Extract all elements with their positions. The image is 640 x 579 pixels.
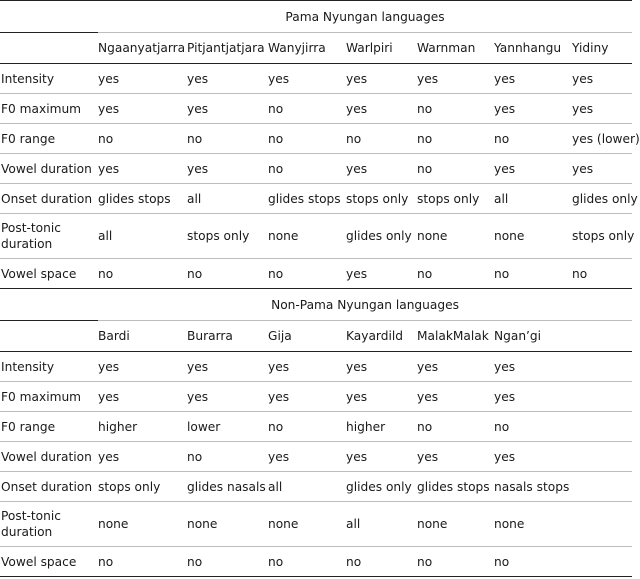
table-cell: yes bbox=[346, 64, 417, 94]
table-row bbox=[0, 94, 632, 124]
table-cell: yes bbox=[572, 154, 632, 184]
table-cell: yes bbox=[417, 382, 494, 412]
table-cell: yes bbox=[268, 352, 346, 382]
table-cell: none bbox=[494, 502, 572, 547]
table-cell: no bbox=[494, 124, 572, 154]
language-header-yidiny: Yidiny bbox=[572, 33, 632, 64]
table-cell: stops only bbox=[346, 184, 417, 214]
row-label-onset-duration: Onset duration bbox=[0, 184, 98, 214]
table-cell: yes bbox=[187, 352, 268, 382]
table-cell: yes bbox=[494, 382, 572, 412]
table-row bbox=[0, 214, 632, 259]
row-label-post-tonic-duration: Post-tonic duration bbox=[0, 502, 98, 547]
table-row bbox=[0, 502, 632, 547]
table-row bbox=[0, 412, 632, 442]
language-header-kayardild: Kayardild bbox=[346, 321, 417, 352]
row-label-f0-range: F0 range bbox=[0, 412, 98, 442]
table-cell: none bbox=[417, 502, 494, 547]
table-cell: yes bbox=[268, 64, 346, 94]
table-cell: no bbox=[268, 124, 346, 154]
table-cell: yes bbox=[187, 154, 268, 184]
empty-cell bbox=[0, 289, 98, 321]
table-cell: no bbox=[268, 412, 346, 442]
table-cell: none bbox=[187, 502, 268, 547]
row-label-onset-duration: Onset duration bbox=[0, 472, 98, 502]
row-label-vowel-duration: Vowel duration bbox=[0, 154, 98, 184]
table-cell: glides only bbox=[572, 184, 632, 214]
table-cell: no bbox=[417, 412, 494, 442]
table-cell: yes bbox=[494, 442, 572, 472]
table-cell: no bbox=[187, 259, 268, 289]
table-cell: no bbox=[187, 547, 268, 577]
table-cell: stops only bbox=[417, 184, 494, 214]
table-cell: none bbox=[98, 502, 187, 547]
table-cell: yes bbox=[346, 154, 417, 184]
table-cell: all bbox=[268, 472, 346, 502]
table-cell: no bbox=[494, 547, 572, 577]
table-cell: no bbox=[268, 154, 346, 184]
table-row bbox=[0, 259, 632, 289]
table-cell: no bbox=[494, 259, 572, 289]
table-cell: yes bbox=[494, 94, 572, 124]
table-cell: no bbox=[187, 124, 268, 154]
row-label-intensity: Intensity bbox=[0, 64, 98, 94]
empty-cell bbox=[572, 412, 632, 442]
language-header-malakmalak: MalakMalak bbox=[417, 321, 494, 352]
table-cell: no bbox=[417, 547, 494, 577]
table-cell: yes bbox=[494, 154, 572, 184]
pama-group-title-row bbox=[0, 1, 632, 33]
row-label-intensity: Intensity bbox=[0, 352, 98, 382]
table-cell: yes bbox=[572, 64, 632, 94]
row-label-f0-range: F0 range bbox=[0, 124, 98, 154]
table-cell: glides stops bbox=[268, 184, 346, 214]
empty-cell bbox=[572, 382, 632, 412]
table-cell: none bbox=[268, 214, 346, 259]
table-cell: no bbox=[417, 124, 494, 154]
table-cell: no bbox=[494, 412, 572, 442]
language-header-gija: Gija bbox=[268, 321, 346, 352]
table-cell: no bbox=[268, 547, 346, 577]
pama-group-title: Pama Nyungan languages bbox=[98, 1, 632, 33]
table-cell: yes bbox=[494, 64, 572, 94]
row-label-f0-maximum: F0 maximum bbox=[0, 94, 98, 124]
table-cell: no bbox=[572, 259, 632, 289]
language-header-warlpiri: Warlpiri bbox=[346, 33, 417, 64]
table-cell: yes bbox=[346, 442, 417, 472]
table-cell: none bbox=[494, 214, 572, 259]
table-cell: yes bbox=[494, 352, 572, 382]
table-cell: higher bbox=[346, 412, 417, 442]
nonpama-group-title: Non-Pama Nyungan languages bbox=[98, 289, 632, 321]
table-cell: none bbox=[417, 214, 494, 259]
table-row bbox=[0, 382, 632, 412]
table-cell: no bbox=[98, 124, 187, 154]
table-cell: yes bbox=[187, 382, 268, 412]
table-cell: no bbox=[187, 442, 268, 472]
table-cell: nasals stops bbox=[494, 472, 572, 502]
table-cell: glides stops bbox=[98, 184, 187, 214]
row-label-post-tonic-duration: Post-tonic duration bbox=[0, 214, 98, 259]
language-header-pitjantjatjara: Pitjantjatjara bbox=[187, 33, 268, 64]
language-header-wanyjirra: Wanyjirra bbox=[268, 33, 346, 64]
table-row bbox=[0, 547, 632, 577]
table-cell: stops only bbox=[98, 472, 187, 502]
table-cell: stops only bbox=[187, 214, 268, 259]
table-cell: yes bbox=[98, 382, 187, 412]
table-row bbox=[0, 472, 632, 502]
table-row bbox=[0, 154, 632, 184]
table-cell: yes bbox=[98, 352, 187, 382]
table-cell: glides only bbox=[346, 472, 417, 502]
nonpama-group-title-row bbox=[0, 289, 632, 321]
table-row bbox=[0, 184, 632, 214]
table-cell: all bbox=[187, 184, 268, 214]
table-cell: no bbox=[98, 547, 187, 577]
table-cell: no bbox=[417, 154, 494, 184]
table-cell: glides nasals bbox=[187, 472, 268, 502]
nonpama-language-header-row bbox=[0, 321, 632, 352]
table-cell: yes bbox=[98, 154, 187, 184]
table-row bbox=[0, 352, 632, 382]
empty-cell bbox=[572, 472, 632, 502]
table-cell: yes (lower) bbox=[572, 124, 632, 154]
table-cell: all bbox=[346, 502, 417, 547]
table-cell: lower bbox=[187, 412, 268, 442]
empty-cell bbox=[0, 33, 98, 64]
table-cell: yes bbox=[417, 64, 494, 94]
table-cell: no bbox=[417, 259, 494, 289]
table-cell: no bbox=[417, 94, 494, 124]
table-cell: yes bbox=[187, 64, 268, 94]
empty-cell bbox=[0, 321, 98, 352]
table-cell: stops only bbox=[572, 214, 632, 259]
table-row bbox=[0, 124, 632, 154]
empty-cell bbox=[572, 321, 632, 352]
row-label-vowel-duration: Vowel duration bbox=[0, 442, 98, 472]
row-label-vowel-space: Vowel space bbox=[0, 547, 98, 577]
row-label-vowel-space: Vowel space bbox=[0, 259, 98, 289]
table-cell: glides only bbox=[346, 214, 417, 259]
table-cell: no bbox=[98, 259, 187, 289]
table-cell: yes bbox=[98, 94, 187, 124]
empty-cell bbox=[572, 502, 632, 547]
language-header-ngaanyatjarra: Ngaanyatjarra bbox=[98, 33, 187, 64]
language-header-warnman: Warnman bbox=[417, 33, 494, 64]
table-row bbox=[0, 64, 632, 94]
language-header-bardi: Bardi bbox=[98, 321, 187, 352]
table-cell: all bbox=[494, 184, 572, 214]
table-cell: no bbox=[346, 547, 417, 577]
table-cell: no bbox=[346, 124, 417, 154]
table-cell: yes bbox=[346, 382, 417, 412]
table-cell: none bbox=[268, 502, 346, 547]
empty-cell bbox=[572, 442, 632, 472]
table-cell: yes bbox=[346, 259, 417, 289]
table-cell: yes bbox=[98, 442, 187, 472]
empty-cell bbox=[0, 1, 98, 33]
language-header-yannhangu: Yannhangu bbox=[494, 33, 572, 64]
empty-cell bbox=[572, 352, 632, 382]
table-cell: yes bbox=[572, 94, 632, 124]
table-cell: yes bbox=[346, 94, 417, 124]
table-cell: all bbox=[98, 214, 187, 259]
row-label-f0-maximum: F0 maximum bbox=[0, 382, 98, 412]
table-cell: no bbox=[268, 259, 346, 289]
table-cell: yes bbox=[268, 442, 346, 472]
table-row bbox=[0, 442, 632, 472]
table-cell: no bbox=[268, 94, 346, 124]
table-cell: yes bbox=[98, 64, 187, 94]
table-cell: yes bbox=[187, 94, 268, 124]
table-cell: glides stops bbox=[417, 472, 494, 502]
table-cell: yes bbox=[417, 352, 494, 382]
table-cell: yes bbox=[346, 352, 417, 382]
table-cell: yes bbox=[417, 442, 494, 472]
pama-language-header-row bbox=[0, 33, 632, 64]
table-cell: higher bbox=[98, 412, 187, 442]
language-header-ngan-gi: Ngan’gi bbox=[494, 321, 572, 352]
language-header-burarra: Burarra bbox=[187, 321, 268, 352]
empty-cell bbox=[572, 547, 632, 577]
table-cell: yes bbox=[268, 382, 346, 412]
